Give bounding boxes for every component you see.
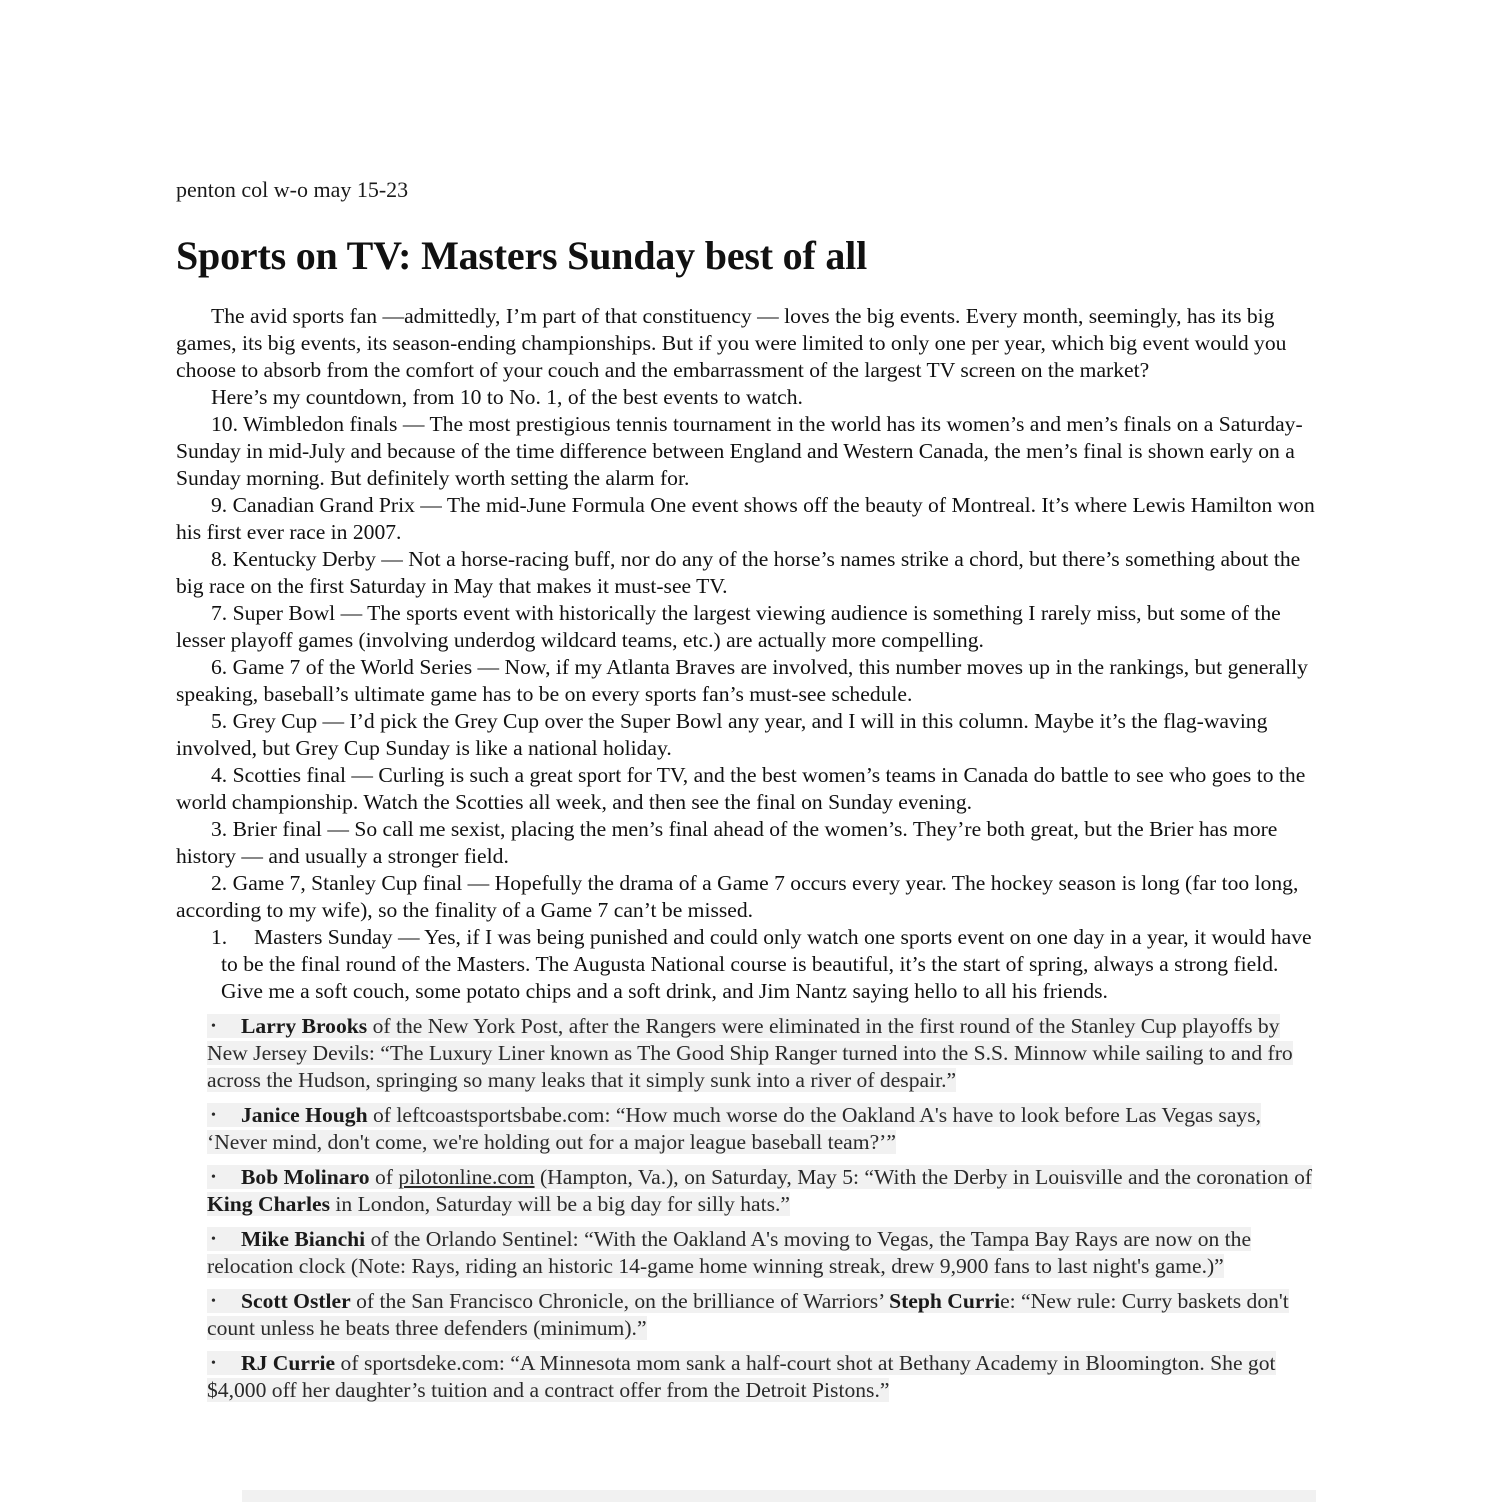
- quote-author: Bob Molinaro: [241, 1165, 370, 1189]
- bullet-icon: •: [211, 1019, 216, 1034]
- intro-paragraph: The avid sports fan —admittedly, I’m part of that constituency — loves the big events. Every month, seemingly, has its big games, its big events, its season-ending championships. But if you were limited to only one per year, which big event would you choose to absorb from the comfort of your couch and the embarrassment of the largest TV screen on the market?: [176, 304, 1287, 382]
- list-item: [207, 1164, 1317, 1218]
- list-item: [207, 1102, 1317, 1156]
- headline: Sports on TV: Masters Sunday best of all: [176, 233, 868, 278]
- countdown-item-1: [176, 924, 1316, 1005]
- countdown-item-4: 4. Scotties final — Curling is such a great sport for TV, and the best women’s teams in Canada do battle to see who goes to the world championship. Watch the Scotties all week, and then see the final on Sunday evening.: [176, 763, 1306, 814]
- slug-line: penton col w-o may 15-23: [176, 177, 409, 202]
- bullet-icon: •: [211, 1170, 216, 1185]
- countdown-item-1-text: Masters Sunday — Yes, if I was being punished and could only watch one sports event on one day in a year, it would have to be the final round of the Masters. The Augusta National course is beautiful, it’s the start of spring, always a strong field. Give me a soft couch, some potato chips and a soft drink, and Jim Nantz saying hello to all his friends.: [221, 925, 1312, 1003]
- list-item: [207, 1350, 1317, 1404]
- quote-text-post: in London, Saturday will be a big day for silly hats.”: [329, 1192, 790, 1216]
- next-quote-highlight-cutoff: [242, 1490, 1316, 1502]
- quote-author: Larry Brooks: [241, 1014, 368, 1038]
- quotes-list: [207, 1013, 1317, 1404]
- document-page: [176, 176, 1316, 1412]
- countdown-item-9: 9. Canadian Grand Prix — The mid-June Formula One event shows off the beauty of Montreal. It’s where Lewis Hamilton won his first ever race in 2007.: [176, 493, 1315, 544]
- list-item: [207, 1288, 1317, 1342]
- article-body: [176, 303, 1316, 1005]
- list-item: [207, 1226, 1317, 1280]
- quote-text: of the New York Post, after the Rangers were eliminated in the first round of the Stanley Cup playoffs by New Jersey Devils: “The Luxury Liner known as The Good Ship Ranger turned into the S.S. Minnow while sailing to and fro across the Hudson, springing so many leaks that it simply sunk into a river of despair.”: [207, 1014, 1293, 1092]
- bullet-icon: •: [211, 1356, 216, 1371]
- quote-text-post: e: “New rule: Curry baskets don't count unless he beats three defenders (minimum).”: [207, 1289, 1289, 1340]
- quote-subject-name: Steph Curri: [889, 1289, 1001, 1313]
- quote-text: of leftcoastsportsbabe.com: “How much worse do the Oakland A's have to look before Las Vegas says, ‘Never mind, don't come, we're holding out for a major league baseball team?’”: [207, 1103, 1262, 1154]
- quote-text: of sportsdeke.com: “A Minnesota mom sank a half-court shot at Bethany Academy in Bloomington. She got $4,000 off her daughter’s tuition and a contract offer from the Detroit Pistons.”: [207, 1351, 1276, 1402]
- countdown-item-3: 3. Brier final — So call me sexist, placing the men’s final ahead of the women’s. They’re both great, but the Brier has more history — and usually a stronger field.: [176, 817, 1278, 868]
- quote-text-mid: (Hampton, Va.), on Saturday, May 5: “With the Derby in Louisville and the coronation of: [534, 1165, 1313, 1189]
- bullet-icon: •: [211, 1232, 216, 1247]
- countdown-item-6: 6. Game 7 of the World Series — Now, if my Atlanta Braves are involved, this number moves up in the rankings, but generally speaking, baseball’s ultimate game has to be on every sports fan’s must-see schedule.: [176, 655, 1308, 706]
- countdown-item-7: 7. Super Bowl — The sports event with historically the largest viewing audience is something I rarely miss, but some of the lesser playoff games (involving underdog wildcard teams, etc.) are actually more compelling.: [176, 601, 1281, 652]
- quote-subject-name: King Charles: [207, 1192, 330, 1216]
- quote-text-pre: of: [369, 1165, 399, 1189]
- countdown-intro: Here’s my countdown, from 10 to No. 1, of the best events to watch.: [211, 385, 803, 409]
- pilotonline-link[interactable]: pilotonline.com: [398, 1165, 535, 1189]
- quote-author: Scott Ostler: [241, 1289, 351, 1313]
- quote-author: Mike Bianchi: [241, 1227, 366, 1251]
- countdown-item-8: 8. Kentucky Derby — Not a horse-racing buff, nor do any of the horse’s names strike a chord, but there’s something about the big race on the first Saturday in May that makes it must-see TV.: [176, 547, 1301, 598]
- countdown-number-1: 1.: [211, 925, 228, 949]
- quote-text: of the Orlando Sentinel: “With the Oakland A's moving to Vegas, the Tampa Bay Rays are now on the relocation clock (Note: Rays, riding an historic 14-game home winning streak, drew 9,900 fans to last night's game.)”: [207, 1227, 1252, 1278]
- quote-text-pre: of the San Francisco Chronicle, on the brilliance of Warriors’: [350, 1289, 890, 1313]
- bullet-icon: •: [211, 1294, 216, 1309]
- bullet-icon: •: [211, 1108, 216, 1123]
- countdown-item-2: 2. Game 7, Stanley Cup final — Hopefully the drama of a Game 7 occurs every year. The hockey season is long (far too long, according to my wife), so the finality of a Game 7 can’t be missed.: [176, 871, 1299, 922]
- countdown-item-10: 10. Wimbledon finals — The most prestigious tennis tournament in the world has its women’s and men’s finals on a Saturday-Sunday in mid-July and because of the time difference between England and Western Canada, the men’s final is shown early on a Sunday morning. But definitely worth setting the alarm for.: [176, 412, 1303, 490]
- quote-author: RJ Currie: [241, 1351, 336, 1375]
- countdown-item-5: 5. Grey Cup — I’d pick the Grey Cup over the Super Bowl any year, and I will in this column. Maybe it’s the flag-waving involved, but Grey Cup Sunday is like a national holiday.: [176, 709, 1268, 760]
- list-item: [207, 1013, 1317, 1094]
- quote-author: Janice Hough: [241, 1103, 368, 1127]
